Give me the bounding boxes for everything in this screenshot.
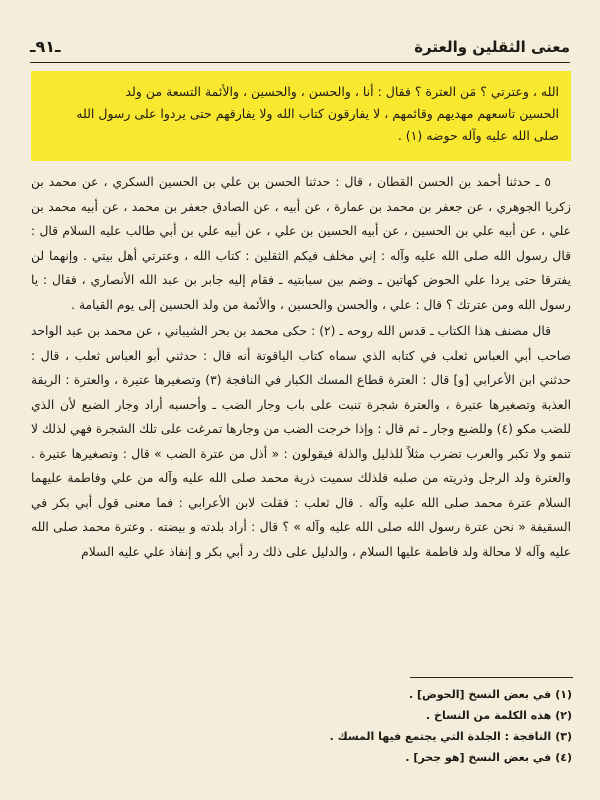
footnote: (٢)هذه الكلمة من النساخ .: [426, 709, 572, 722]
footnote: (٣)النافجة : الجلدة التي يجتمع فيها المسك .: [329, 730, 572, 743]
highlight-line: صلى الله عليه وآله حوضه (١) .: [397, 128, 559, 143]
footnote: (٤)في بعض النسخ [هو جحر] .: [405, 751, 572, 764]
body-text: [31, 170, 571, 670]
paragraph-hadith-5: ٥ ـ حدثنا أحمد بن الحسن القطان ، قال : حدثنا الحسن بن علي بن الحسين السكري ، عن محمد بن زكريا الجوهري ، عن جعفر بن محمد بن عمارة ، عن أبيه ، عن الصادق جعفر بن محمد ، عن أبيه محمد بن علي ، عن أبيه علي بن الحسين ، عن أبيه الحسين بن علي ، عن أبيه علي بن أبي طالب عليه السلام قال : قال رسول الله صلى الله عليه وآله : إني مخلف فيكم الثقلين : كتاب الله ، وعترتي أهل بيتي . وإنهما لن يفترقا حتى يردا علي الحوض كهاتين ـ وضم بين سبابتيه ـ فقام إليه جابر بن عبد الله الأنصاري ، فقال : يا رسول الله ومن عترتك ؟ قال : علي ، والحسن والحسين ، والأئمة من ولد الحسين إلى يوم القيامة .: [31, 175, 571, 312]
page-header: [30, 36, 570, 63]
highlighted-passage: [31, 71, 571, 161]
footnotes: [300, 684, 572, 768]
highlight-line: الحسين تاسعهم مهديهم وقائمهم ، لا يفارقون كتاب الله ولا يفارقهم حتى يردوا على رسول الله: [76, 106, 559, 121]
footnote: (١)في بعض النسخ [الحوض] .: [408, 688, 572, 701]
running-title: معنى الثقلين والعترة: [414, 38, 570, 56]
paragraph-author-note: قال مصنف هذا الكتاب ـ قدس الله روحه ـ (٢) : حكى محمد بن بحر الشيباني ، عن محمد بن عبد الواحد صاحب أبي العباس ثعلب في كتابه الذي سماه كتاب الياقوتة أنه قال : حدثني أبو العباس ثعلب ، قال : حدثني ابن الأعرابي [و] قال : العترة قطاع المسك الكبار في النافجة (٣) وتصغيرها عتيرة ، والعترة : الريقة العذبة وتصغيرها عتيرة ، والعترة شجرة تنبت على باب وجار الضب ـ وأحسبه أراد وجار الضبع لأن الذي للضب مكو (٤) وللضبع وجار ـ ثم قال : وإذا خرجت الضب من وجارها تمرغت على تلك الشجرة فهي لذلك لا تنمو ولا تكبر والعرب تضرب مثلاً للذليل والذلة فيقولون : « أذل من عترة الضب » قال : وتصغيرها عتيرة . والعترة ولد الرجل وذريته من صلبه فلذلك سميت ذرية محمد صلى الله عليه وآله من علي وفاطمة عليهما السلام عترة محمد صلى الله عليه وآله . قال ثعلب : فقلت لابن الأعرابي : فما معنى قول أبي بكر في السقيفة « نحن عترة رسول الله صلى الله عليه وآله » ؟ قال : أراد بلدته و بيضته . وعترة محمد صلى الله عليه وآله لا محالة ولد فاطمة عليها السلام ، والدليل على ذلك رد أبي بكر و إنفاذ علي عليه السلام: [31, 324, 571, 559]
highlight-line: الله ، وعترتي ؟ مَن العترة ؟ فقال : أنا ، والحسن ، والحسين ، والأئمة التسعة من ولد: [125, 84, 559, 99]
page-number: ـ٩١ـ: [30, 37, 61, 56]
footnote-divider: [410, 677, 573, 678]
